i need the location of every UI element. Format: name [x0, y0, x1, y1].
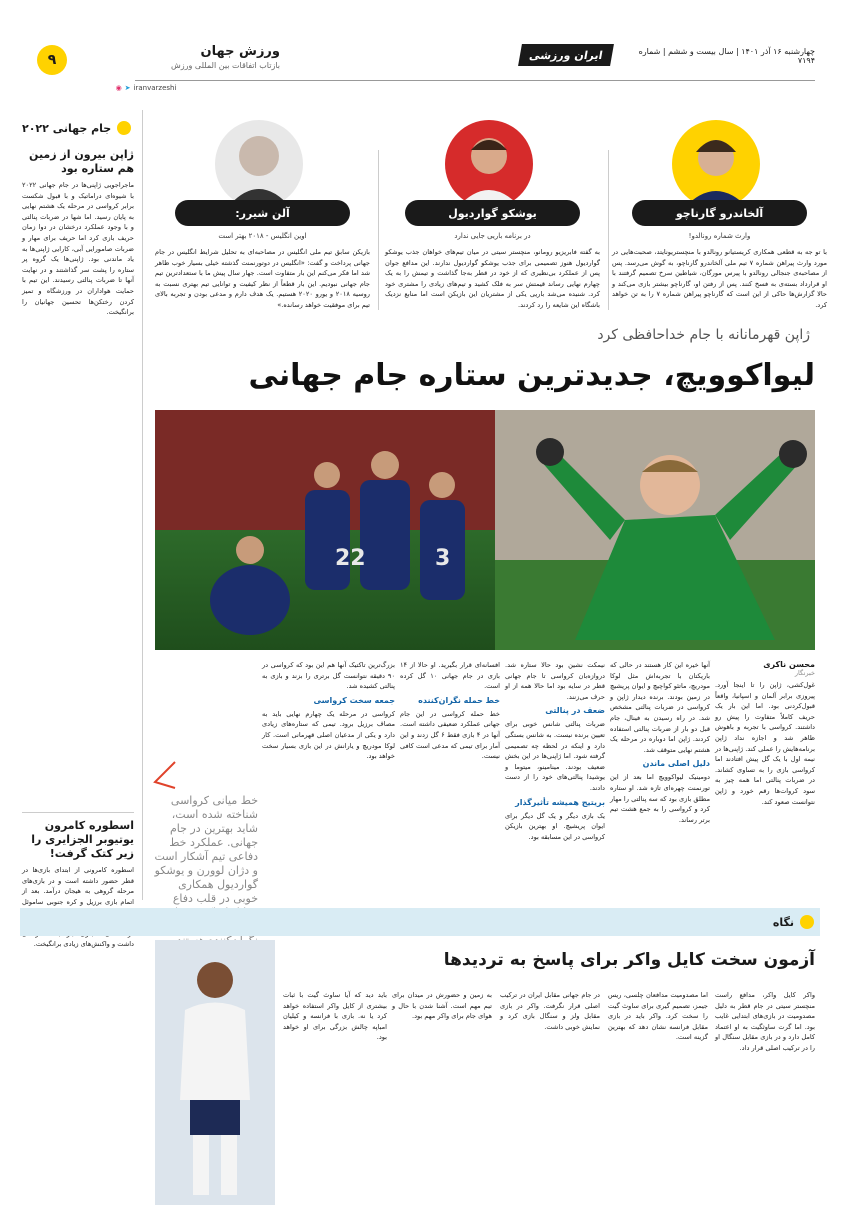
- profile-shearer: [155, 120, 370, 310]
- newspaper-logo: ایران ورزشی: [518, 44, 614, 66]
- article-text: افسانه‌ای قرار بگیرید. او حالا از ۱۴ بازی در جام جهانی ۱۰ گل کرده است.: [400, 661, 500, 691]
- section-subtitle: بازتاب اتفاقات بین المللی ورزش: [171, 61, 280, 70]
- profile-name: یوشکو گواردیول: [405, 200, 580, 226]
- author-role: خبرنگار: [794, 669, 815, 677]
- article-text: دومینیک لیواکوویچ اما بعد از این تورنمنت چهره‌ای تازه شد. او ستاره مطلق بازی بود که سه پنالتی را مهار کرد و کرواسی را به جمع هشت تیم برتر رساند.: [610, 773, 710, 824]
- notice-col-2: اما مصدومیت مدافعان چلسی، ریس جیمز، تصمیم گیری برای ساوث گیت را سخت کرد. واکر باید در بازی مقابل فرانسه نشان دهد که بهترین گزینه است.: [608, 991, 708, 1042]
- profile-name: آلن شیرر:: [175, 200, 350, 226]
- story-text: ماجراجویی ژاپنی‌ها در جام جهانی ۲۰۲۲ با شیوه‌ای دراماتیک و با قبول شکست برابر کرواسی در مرحله یک هشتم نهایی به پایان رسید. اما شها در ضربات پنالتی و با وجود عملکرد درخشان در دوا زمان حریف بازی کرد اما حریف برای مهار و ضربات صامورایی آبی، کارایی ژاپنی‌ها به یاد ماندنی بود. ژاپنی‌ها یک گروه پر ستاره را پشت سر گذاشتند و در نهایت آنها تا ضربات پنالتی رسیدند. این تیم با حمایت هواداران در ورزشگاه و تمیز کردن رختکن‌ها تحسین جهانیان را برانگیخت.: [22, 181, 134, 317]
- column-subhead: بریتیج همیشه تأثیرگذار: [515, 797, 605, 807]
- notice-col-3: در جام جهانی مقابل ایران در ترکیب اصلی قرار نگرفت. واکر در بازی مقابل ولز و سنگال بازی کرد و نمایش خوبی داشت.: [500, 991, 600, 1031]
- profile-subtitle: در برنامه باریی جایی ندارد: [454, 232, 531, 240]
- story-title: اسطوره کامرون یوتیوبر الجزایری را زیر کتک گرفت!: [31, 819, 134, 860]
- notice-label: نگاه: [744, 908, 820, 936]
- story-title: ژاپن بیرون از زمین هم ستاره بود: [29, 148, 134, 175]
- article-col-5: [262, 660, 395, 762]
- date-line: چهارشنبه ۱۶ آذر ۱۴۰۱ | سال بیست و ششم | شماره ۷۱۹۴: [638, 47, 815, 65]
- notice-col-4: به زمین و حضورش در میدان برای تیم مهم است. آشنا شدن با حال و هوای جام برای واکر مهم بود.: [392, 991, 492, 1021]
- sidebar-story-1: [22, 148, 134, 318]
- profile-text: به گفته فابریزیو رومانو، منچستر سیتی در میان تیم‌های خواهان جذب یوشکو گواردیول هنوز تصمیمی برای جذب یوشکو گواردیول ندارند. این مدافع جوان پس از عملکرد بی‌نظیری که از خود در قطر به‌جا گذاشت و تیمش را به یک چهارم نهایی رساند قیمتش سر به فلک کشید و تیم‌های زیادی را مشتری خود کرد. شنیده می‌شد باریی یکی از مشتریان این بازیکن است اما منابع نزدیک باشگاه این شایعه را رد کردند.: [385, 248, 600, 309]
- notice-bar: [20, 908, 820, 936]
- page-number: ۹: [37, 45, 67, 75]
- section-title: ورزش جهان: [200, 44, 280, 59]
- main-photo: [155, 410, 815, 650]
- headline-kicker: ژاپن قهرمانانه با جام خداحافظی کرد: [597, 327, 810, 343]
- article-text: خط حمله کرواسی در این جام جهانی عملکرد ضعیفی داشته است. آنها در ۴ بازی فقط ۶ گل زدند و این آمار برای تیمی که مدعی است کافی نیست.: [400, 709, 500, 761]
- article-col-1: [715, 660, 815, 807]
- social-handle: ◉ ➤ iranvarzeshi: [110, 82, 182, 94]
- portrait-photo: [215, 120, 303, 208]
- portrait-photo: [445, 120, 533, 208]
- sidebar-label: جام جهانی ۲۰۲۲: [22, 117, 132, 139]
- profile-name: آلخاندرو گارناچو: [632, 200, 807, 226]
- article-col-3: [505, 660, 605, 842]
- quote-text: خط میانی کرواسی شناخته شده است، شاید بهترین در جام جهانی. عملکرد خط دفاعی تیم آشکار است و دژان لوورن و یوشکو گواردیول همکاری خوبی در قلب دفاع: [154, 794, 258, 905]
- notice-title: آزمون سخت کایل واکر برای پاسخ به تردیدها: [443, 950, 815, 970]
- column-subhead: جمعه سخت کرواسی: [313, 695, 395, 705]
- sidebar: [22, 112, 134, 949]
- article-col-2: [610, 660, 710, 825]
- story-text: اسطوره کامرونی از ابتدای بازی‌ها در قطر حضور داشته است و در بازی‌های مرحله گروهی به هیجان درآمد. بعد از اتمام بازی برزیل و کره جنوبی ساموئل داشت و واکنش‌های زیادی برانگیخت.: [22, 866, 134, 949]
- jersey-number: 3: [435, 546, 451, 571]
- page-header: [0, 0, 850, 96]
- article-col-4: [400, 660, 500, 762]
- bullet-icon: [800, 915, 814, 929]
- column-subhead: ضعف در پنالتی: [545, 706, 605, 716]
- article-text: آنها خیره این کار هستند در حالی که باریکتان با تجربه‌اش مثل لوکا مودریچ، ماتئو کواچیچ و ایوان پریشیچ در زمین بودند. برنده دیدار ژاپن و کرواسی در ضربات پنالتی مشخص شد. در راه رسیدن به فینال، جام قبل دو بار از ضربات پنالتی استفاده کردند. ژاپن اما دوباره در مرحله یک هشتم نهایی متوقف شد.: [610, 661, 710, 754]
- article-text: نیمکت نشین بود حالا ستاره شد. دروازه‌بان کرواسی تا جام جهانی قطر در سایه بود اما حالا همه از او حرف می‌زنند.: [505, 661, 605, 701]
- header-divider: [135, 80, 815, 81]
- column-subhead: خط حمله نگران‌کننده: [418, 695, 500, 705]
- portrait-photo: [672, 120, 760, 208]
- jersey-number: 22: [335, 546, 366, 571]
- quote-mark-icon: [150, 760, 180, 790]
- article-text: کرواسی در مرحله یک چهارم نهایی باید به مصاف برزیل برود. تیمی که ستاره‌های زیادی دارد و یکی از مدعیان اصلی قهرمانی است. کار لوکا مودریچ و یارانش در این بازی بسیار سخت خواهد بود.: [262, 709, 395, 761]
- sidebar-divider: [142, 110, 143, 900]
- column-subhead: دلیل اصلی ماندن: [642, 759, 710, 769]
- article-text: یک بازی دیگر و یک گل دیگر برای ایوان پریشیچ. او بهترین بازیکن کرواسی در این مسابقه بود.: [505, 811, 605, 841]
- article-text: غول‌کشی، ژاپن را تا اینجا آورد. پیروزی برابر آلمان و اسپانیا، واقعاً قبول‌کردنی بود. اما این بار یک حریف کاملاً متفاوت را پیش رو داشتند. کرواسی با تجربه و باهوش ظاهر شد و اجازه نداد ژاپن برنامه‌هایش را عملی کند. ژاپنی‌ها در نیمه اول با یک گل پیش افتادند اما کرواسی بازی را به تساوی کشاند. در ضربات پنالتی اما همه چیز به سود کروات‌ها رقم خورد و ژاپن نتوانست صعود کند.: [715, 681, 815, 806]
- article-text: ضربات پنالتی شانس خوبی برای تعیین برنده نیست. به شانس بستگی دارد و اینکه در لحظه چه تصمیمی گرفته شود. اما ژاپنی‌ها در این بخش ضعیف بودند. مینامینو، میتوما و یوشیدا پنالتی‌های خود را از دست دادند.: [505, 720, 605, 792]
- profile-subtitle: وارث شماره رونالدو!: [688, 232, 751, 240]
- notice-col-5: باید دید که آیا ساوث گیت با ثبات بیشتری از کایل واکر استفاده خواهد کرد یا نه. بازی با فرانسه و کیلیان امباپه چالش بزرگی برای او خواهد بود.: [283, 991, 387, 1042]
- column-divider: [608, 150, 609, 310]
- section-heading: [150, 44, 280, 70]
- author-name: محسن ناکری: [763, 660, 815, 669]
- profile-garnacho: [612, 120, 827, 310]
- notice-photo: [155, 940, 275, 1205]
- headline-title: لیواکوویچ، جدیدترین ستاره جام جهانی: [248, 358, 815, 393]
- notice-col-1: واکر کایل واکر، مدافع راست منچستر سیتی در جام قطر به دلیل مصدومیت در بازی‌های ابتدایی غایب بود. اما گرت ساوثگیت به او اعتماد کامل دارد و در بازی مقابل سنگال او را در ترکیب اصلی قرار داد.: [715, 991, 815, 1052]
- instagram-icon: ◉: [115, 84, 122, 92]
- article-text: بزرگ‌ترین تاکتیک آنها هم این بود که کرواسی در ۹۰ دقیقه نتوانست گل برتری را بزند و بازی به پنالتی کشیده شد.: [262, 661, 395, 691]
- bullet-icon: [117, 121, 131, 135]
- profile-text: بازیکن سابق تیم ملی انگلیس در مصاحبه‌ای به تحلیل شرایط انگلیس در جام جهانی پرداخت و گفت: «انگلیس در دوتورنمنت گذشته خیلی بسیار خوب ظاهر شد اما فکر می‌کنم این بار متفاوت است. جهار سال پیش ما با ستعدادترین تیم جام جهانی نبودیم. این بار قطعاً از نظر کیفیت و توانایی تیم بهتری نسبت به روسیه ۲۰۱۸ و یورو ۲۰۲۰ هستیم. یک هدف دارم و مدعی بودن و تجربه بالای تیم برای موفقیت خواهد رسانده.»: [155, 248, 370, 309]
- column-divider: [378, 150, 379, 310]
- telegram-icon: ➤: [124, 84, 131, 92]
- profile-gvardiol: [385, 120, 600, 310]
- profile-subtitle: اوین انگلیس - ۲۰۱۸ بهتر است: [218, 232, 307, 240]
- profile-text: با تو جه به قطعی همکاری کریستیانو رونالدو با منچستریونایتد، صحبت‌هایی در مورد وارث پیراهن شماره ۷ تیم ملی آلخاندرو گارناچو، به گوش می‌رسد. پس از مصاحبه‌ی جنجالی رونالدو با پیرس مورگان، شیاطین سرخ تصمیم گرفتند با او قرارداد بسته‌ی به فسخ کنند. پس از رفتن او، گارناچو بیشتر بازی می‌کند و حالا گزارش‌ها حاکی از این است که گارناچو پیراهن شماره ۷ را به تن خواهد کرد.: [612, 248, 827, 309]
